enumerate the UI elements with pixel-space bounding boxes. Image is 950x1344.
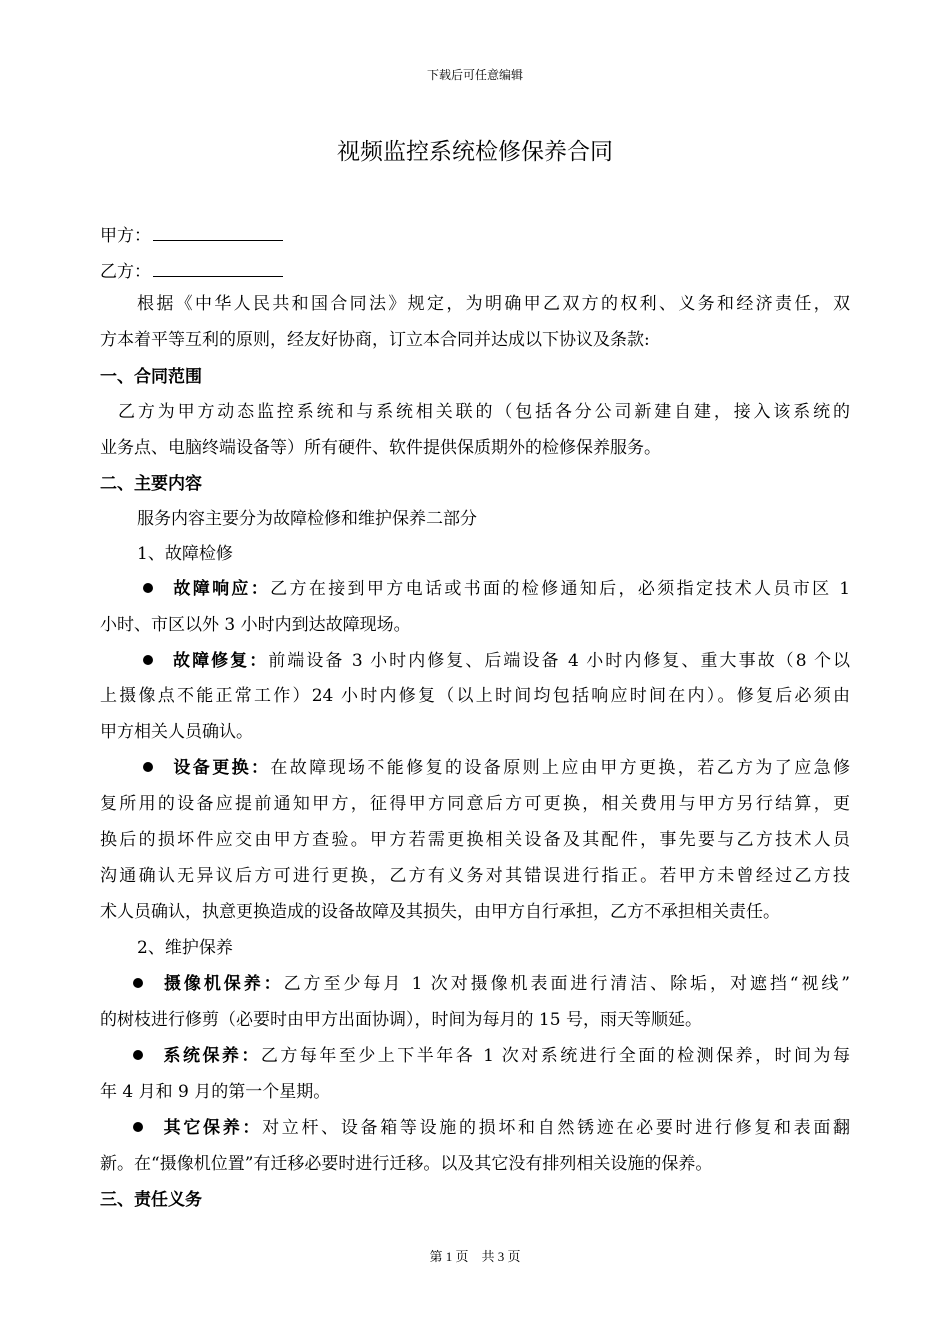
fault-response-label: 故障响应：: [171, 579, 271, 599]
party-b-row: [100, 258, 860, 284]
system-label: 系统保养：: [161, 1046, 261, 1066]
system-line-1: [133, 1044, 850, 1068]
bullet-icon: [133, 978, 143, 988]
intro-line-2: 方本着平等互利的原则，经友好协商，订立本合同并达成以下协议及条款:: [100, 330, 650, 350]
other-line-2: 新。在“摄像机位置”有迁移必要时进行迁移。以及其它没有排列相关设施的保养。: [100, 1154, 713, 1174]
fault-response-line-1: [143, 577, 850, 601]
section-2-summary: 服务内容主要分为故障检修和维护保养二部分: [137, 509, 477, 529]
party-b-label: 乙方：: [100, 262, 151, 282]
bullet-icon: [133, 1050, 143, 1060]
page-title: 视频监控系统检修保养合同: [337, 139, 613, 165]
replace-line-2: 复所用的设备应提前通知甲方，征得甲方同意后方可更换，相关费用与甲方另行结算，更: [100, 794, 850, 814]
section-1-line-1: 乙方为甲方动态监控系统和与系统相关联的（包括各分公司新建自建，接入该系统的: [118, 402, 850, 422]
fault-repair-line-2: 上摄像点不能正常工作）24 小时内修复（以上时间均包括响应时间在内）。修复后必须由: [100, 686, 850, 706]
intro-line-1: 根据《中华人民共和国合同法》规定，为明确甲乙双方的权利、义务和经济责任，双: [137, 294, 850, 314]
camera-label: 摄像机保养：: [161, 974, 284, 994]
party-b-blank[interactable]: [153, 258, 283, 277]
bullet-icon: [143, 655, 153, 665]
other-text: 对立杆、设备箱等设施的损坏和自然锈迹在必要时进行修复和表面翻: [262, 1118, 851, 1138]
system-text: 乙方每年至少上下半年各 1 次对系统进行全面的检测保养，时间为每: [260, 1046, 851, 1066]
camera-text: 乙方至少每月 1 次对摄像机表面进行清洁、除垢，对遮挡“视线”: [283, 974, 850, 994]
fault-response-line-2: 小时、市区以外 3 小时内到达故障现场。: [100, 615, 411, 635]
bullet-icon: [143, 762, 153, 772]
fault-repair-line-3: 甲方相关人员确认。: [100, 722, 253, 742]
camera-line-1: [133, 972, 850, 996]
replace-line-4: 沟通确认无异议后方可进行更换，乙方有义务对其错误进行指正。若甲方未曾经过乙方技: [100, 866, 850, 886]
section-2-heading: 二、主要内容: [100, 474, 202, 494]
replace-line-1: [143, 756, 850, 780]
party-a-label: 甲方：: [100, 226, 151, 246]
other-label: 其它保养：: [161, 1118, 263, 1138]
party-a-row: [100, 222, 860, 248]
fault-repair-label: 故障修复：: [171, 651, 269, 671]
fault-response-text: 乙方在接到甲方电话或书面的检修通知后，必须指定技术人员市区 1: [270, 579, 851, 599]
header-note: 下载后可任意编辑: [426, 68, 523, 82]
replace-label: 设备更换：: [171, 758, 271, 778]
replace-text: 在故障现场不能修复的设备原则上应由甲方更换，若乙方为了应急修: [270, 758, 851, 778]
bullet-icon: [133, 1122, 143, 1132]
fault-repair-line-1: [143, 649, 850, 673]
section-3-heading: 三、责任义务: [100, 1190, 202, 1210]
page-number: 第 1 页 共 3 页: [429, 1249, 521, 1264]
replace-line-5: 术人员确认，执意更换造成的设备故障及其损失，由甲方自行承担，乙方不承担相关责任。: [100, 902, 780, 922]
sub-heading-repair: 1、故障检修: [137, 544, 233, 564]
party-a-blank[interactable]: [153, 222, 283, 241]
camera-line-2: 的树枝进行修剪（必要时由甲方出面协调），时间为每月的 15 号，雨天等顺延。: [100, 1010, 702, 1030]
section-1-heading: 一、合同范围: [100, 367, 202, 387]
bullet-icon: [143, 583, 153, 593]
replace-line-3: 换后的损坏件应交由甲方查验。甲方若需更换相关设备及其配件，事先要与乙方技术人员: [100, 830, 850, 850]
system-line-2: 年 4 月和 9 月的第一个星期。: [100, 1082, 331, 1102]
fault-repair-text: 前端设备 3 小时内修复、后端设备 4 小时内修复、重大事故（8 个以: [268, 651, 850, 671]
other-line-1: [133, 1116, 850, 1140]
sub-heading-maintenance: 2、维护保养: [137, 938, 233, 958]
section-1-line-2: 业务点、电脑终端设备等）所有硬件、软件提供保质期外的检修保养服务。: [100, 438, 661, 458]
